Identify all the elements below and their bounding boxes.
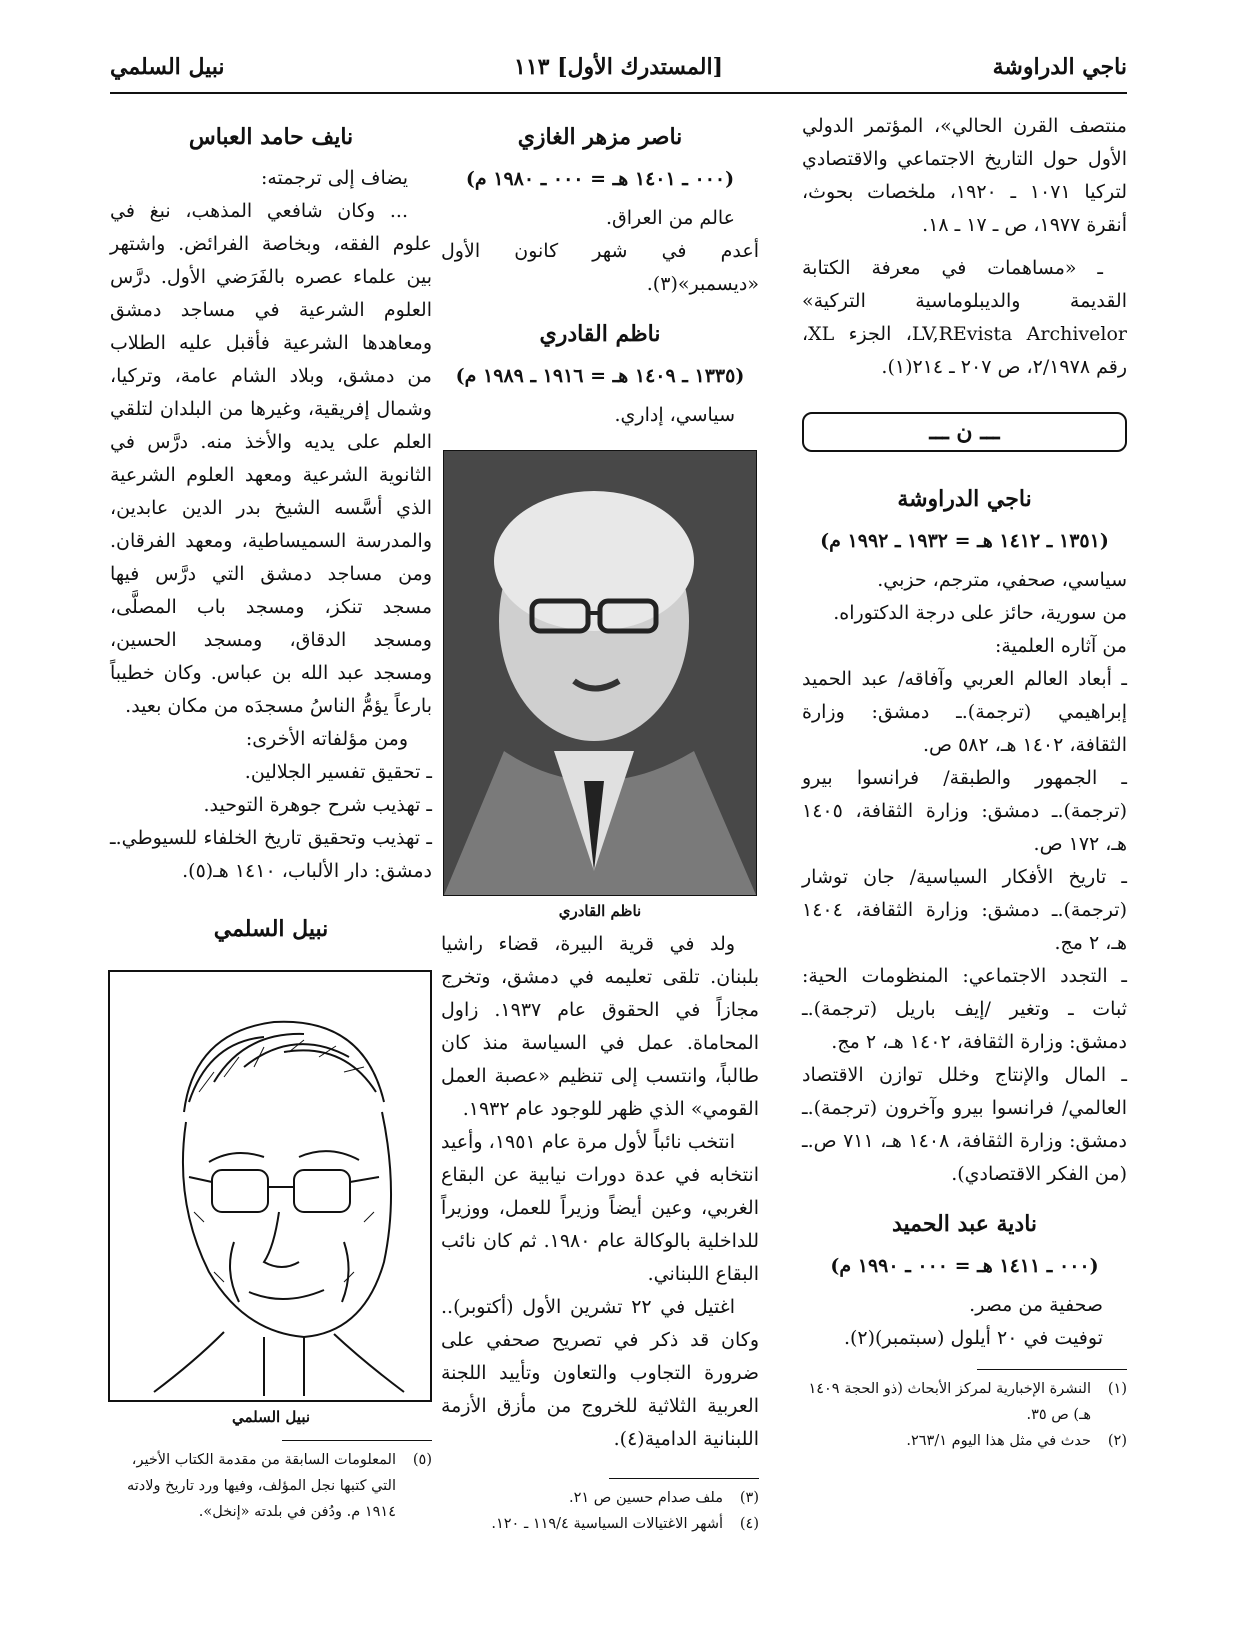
- header-left-name: نبيل السلمي: [110, 54, 225, 80]
- footnote-number: (١): [1107, 1381, 1127, 1397]
- entry-dates: (١٣٥١ ـ ١٤١٢ هـ = ١٩٣٢ ـ ١٩٩٢ م): [820, 530, 1109, 552]
- entry-origin: من سورية، حائز على درجة الدكتوراه.: [833, 602, 1127, 624]
- entry-name: ناظم القادري: [539, 321, 661, 347]
- letter-section-box: ـــ ن ـــ: [802, 412, 1127, 452]
- work-item: ـ أبعاد العالم العربي وآفاقه/ عبد الحميد إبراهيمي (ترجمة).ـ دمشق: وزارة الثقافة، ١٤٠٢ هـ، ٥٨٢ ص.: [802, 668, 1127, 756]
- header-page-number: [المستدرك الأول] ١١٣: [514, 54, 723, 80]
- work-item: ـ تهذيب وتحقيق تاريخ الخلفاء للسيوطي.ـ دمشق: دار الألباب، ١٤١٠ هـ(٥).: [110, 827, 432, 882]
- bio-paragraph: ولد في قرية البيرة، قضاء راشيا بلبنان. تلقى تعليمه في دمشق، وتخرج مجازاً في الحقوق عام ١٩٣٧. زاول المحاماة. عمل في السياسة منذ كان طالباً، وانتسب إلى تنظيم «عصبة العمل القومي» الذي ظهر للوجود عام ١٩٣٢.: [441, 933, 760, 1120]
- bio-paragraph: اغتيل في ٢٢ تشرين الأول (أكتوبر).. وكان قد ذكر في تصريح صحفي على ضرورة التجاوب والتعاون وتأييد اللجنة العربية الثلاثية للخروج من مأزق الأزمة اللبنانية الدامية(٤).: [441, 1296, 759, 1450]
- footnote: [807, 1428, 1127, 1454]
- portrait-photo-graphic: [444, 451, 756, 895]
- entry-name: نادية عبد الحميد: [891, 1211, 1038, 1237]
- footnote: [439, 1485, 759, 1511]
- work-item: ـ الجمهور والطبقة/ فرانسوا بيرو (ترجمة).ـ دمشق: وزارة الثقافة، ١٤٠٥ هـ، ١٧٢ ص.: [802, 767, 1127, 855]
- entry-death: توفيت في ٢٠ أيلول (سبتمبر)(٢).: [843, 1327, 1103, 1349]
- entry-dates: (٠٠٠ ـ ١٤٠١ هـ = ٠٠٠ ـ ١٩٨٠ م): [465, 168, 735, 190]
- work-item: ـ المال والإنتاج وخلل توازن الاقتصاد العالمي/ فرانسوا بيرو وآخرون (ترجمة).ـ دمشق: وزارة الثقافة، ١٤٠٨ هـ، ٧١١ ص.ـ (من الفكر الاقتصادي).: [802, 1064, 1127, 1185]
- footnote-number: (٤): [739, 1516, 759, 1532]
- footnote: [807, 1376, 1127, 1428]
- contrib-paragraph: ـ «مساهمات في معرفة الكتابة القديمة والديبلوماسية التركية» LV,REvista Archivelor، الجزء XL، رقم ٢/١٩٧٨، ص ٢٠٧ ـ ٢١٤(١).: [802, 257, 1127, 378]
- entry-description: سياسي، صحفي، مترجم، حزبي.: [877, 569, 1127, 591]
- middle-column: [441, 110, 759, 1537]
- entry-description: عالم من العراق.: [605, 207, 735, 229]
- portrait-sketch-graphic: [114, 972, 430, 1396]
- entry-death: أعدم في شهر كانون الأول «ديسمبر»(٣).: [441, 240, 759, 295]
- left-column: [110, 110, 432, 1525]
- continued-paragraph: منتصف القرن الحالي»، المؤتمر الدولي الأول حول التاريخ الاجتماعي والاقتصادي لتركيا ١٠٧١ ـ ١٩٢٠، ملخصات بحوث، أنقرة ١٩٧٧، ص ـ ١٧ ـ ١٨.: [802, 115, 1127, 236]
- footnotes: [808, 1369, 1127, 1454]
- footnote-text: المعلومات السابقة من مقدمة الكتاب الأخير، التي كتبها نجل المؤلف، وفيها ورد تاريخ ولادته ١٩١٤ م. ودُفن في بلدته «إنخل».: [127, 1452, 396, 1520]
- entry-description: صحفية من مصر.: [969, 1294, 1103, 1316]
- work-item: ـ التجدد الاجتماعي: المنظومات الحية: ثبات ـ وتغير /إيف باريل (ترجمة).ـ دمشق: وزارة الثقافة، ١٤٠٢ هـ، ٢ مج.: [802, 965, 1127, 1053]
- footnote-text: ملف صدام حسين ص ٢١.: [569, 1490, 723, 1506]
- portrait-sketch: [108, 970, 432, 1402]
- footnotes: [127, 1440, 432, 1525]
- footnotes: [491, 1478, 759, 1537]
- bio-paragraph: انتخب نائباً لأول مرة عام ١٩٥١، وأعيد انتخابه في عدة دورات نيابية عن البقاع الغربي، وعين أيضاً وزيراً للعمل، ووزيراً للداخلية بالوكالة عام ١٩٨٠. ثم كان نائب البقاع اللبناني.: [441, 1131, 759, 1285]
- bio-paragraph: ... وكان شافعي المذهب، نبغ في علوم الفقه، وبخاصة الفرائض. واشتهر بين علماء عصره بالفَرَضي الأول. درَّس العلوم الشرعية في مساجد دمشق ومعاهدها الشرعية فأقبل عليه الطلاب من دمشق، وبلاد الشام عامة، وتركيا، وشمال إفريقية، وغيرها من البلدان لتلقي العلم على يديه والأخذ منه. درَّس في الثانوية الشرعية ومعهد العلوم الشرعية الذي أسَّسه الشيخ بدر الدين عابدين، والمدرسة السميساطية، ومعهد الفرقان. ومن مساجد دمشق التي درَّس فيها مسجد تنكز، ومسجد باب المصلَّى، ومسجد الدقاق، ومسجد الحسين، ومسجد عبد الله بن عباس. وكان خطيباً بارعاً يؤمُّ الناسُ مسجدَه من مكان بعيد.: [110, 200, 432, 717]
- footnote-text: حدث في مثل هذا اليوم ٢٦٣/١.: [906, 1433, 1091, 1449]
- entry-intro: يضاف إلى ترجمته:: [260, 167, 408, 189]
- footnote-number: (٣): [739, 1490, 759, 1506]
- entry-works-label: من آثاره العلمية:: [994, 635, 1127, 657]
- header-right-name: ناجي الدراوشة: [992, 54, 1127, 80]
- footnote: [112, 1447, 432, 1525]
- running-header: [110, 48, 1127, 94]
- footnote-text: أشهر الاغتيالات السياسية ١١٩/٤ ـ ١٢٠.: [491, 1516, 723, 1532]
- work-item: ـ تاريخ الأفكار السياسية/ جان توشار (ترجمة).ـ دمشق: وزارة الثقافة، ١٤٠٤ هـ، ٢ مج.: [802, 866, 1127, 954]
- entry-dates: (١٣٣٥ ـ ١٤٠٩ هـ = ١٩١٦ ـ ١٩٨٩ م): [455, 365, 745, 387]
- footnote-text: النشرة الإخبارية لمركز الأبحاث (ذو الحجة ١٤٠٩ هـ) ص ٣٥.: [808, 1381, 1091, 1423]
- photo-caption: ناظم القادري: [558, 902, 642, 920]
- entry-name: نايف حامد العباس: [188, 124, 354, 150]
- entry-name: ناجي الدراوشة: [897, 486, 1032, 512]
- work-item: ـ تحقيق تفسير الجلالين.: [244, 761, 432, 783]
- footnote: [439, 1511, 759, 1537]
- entry-description: سياسي، إداري.: [614, 404, 735, 426]
- entry-name: ناصر مزهر الغازي: [517, 124, 683, 150]
- right-column: [802, 110, 1127, 1454]
- entry-name: نبيل السلمي: [213, 916, 329, 942]
- entry-dates: (٠٠٠ ـ ١٤١١ هـ = ٠٠٠ ـ ١٩٩٠ م): [830, 1255, 1099, 1277]
- works-label: ومن مؤلفاته الأخرى:: [245, 728, 408, 750]
- footnote-number: (٥): [412, 1452, 432, 1468]
- footnote-number: (٢): [1107, 1433, 1127, 1449]
- portrait-photo: [443, 450, 757, 896]
- work-item: ـ تهذيب شرح جوهرة التوحيد.: [203, 794, 432, 816]
- sketch-caption: نبيل السلمي: [231, 1408, 311, 1426]
